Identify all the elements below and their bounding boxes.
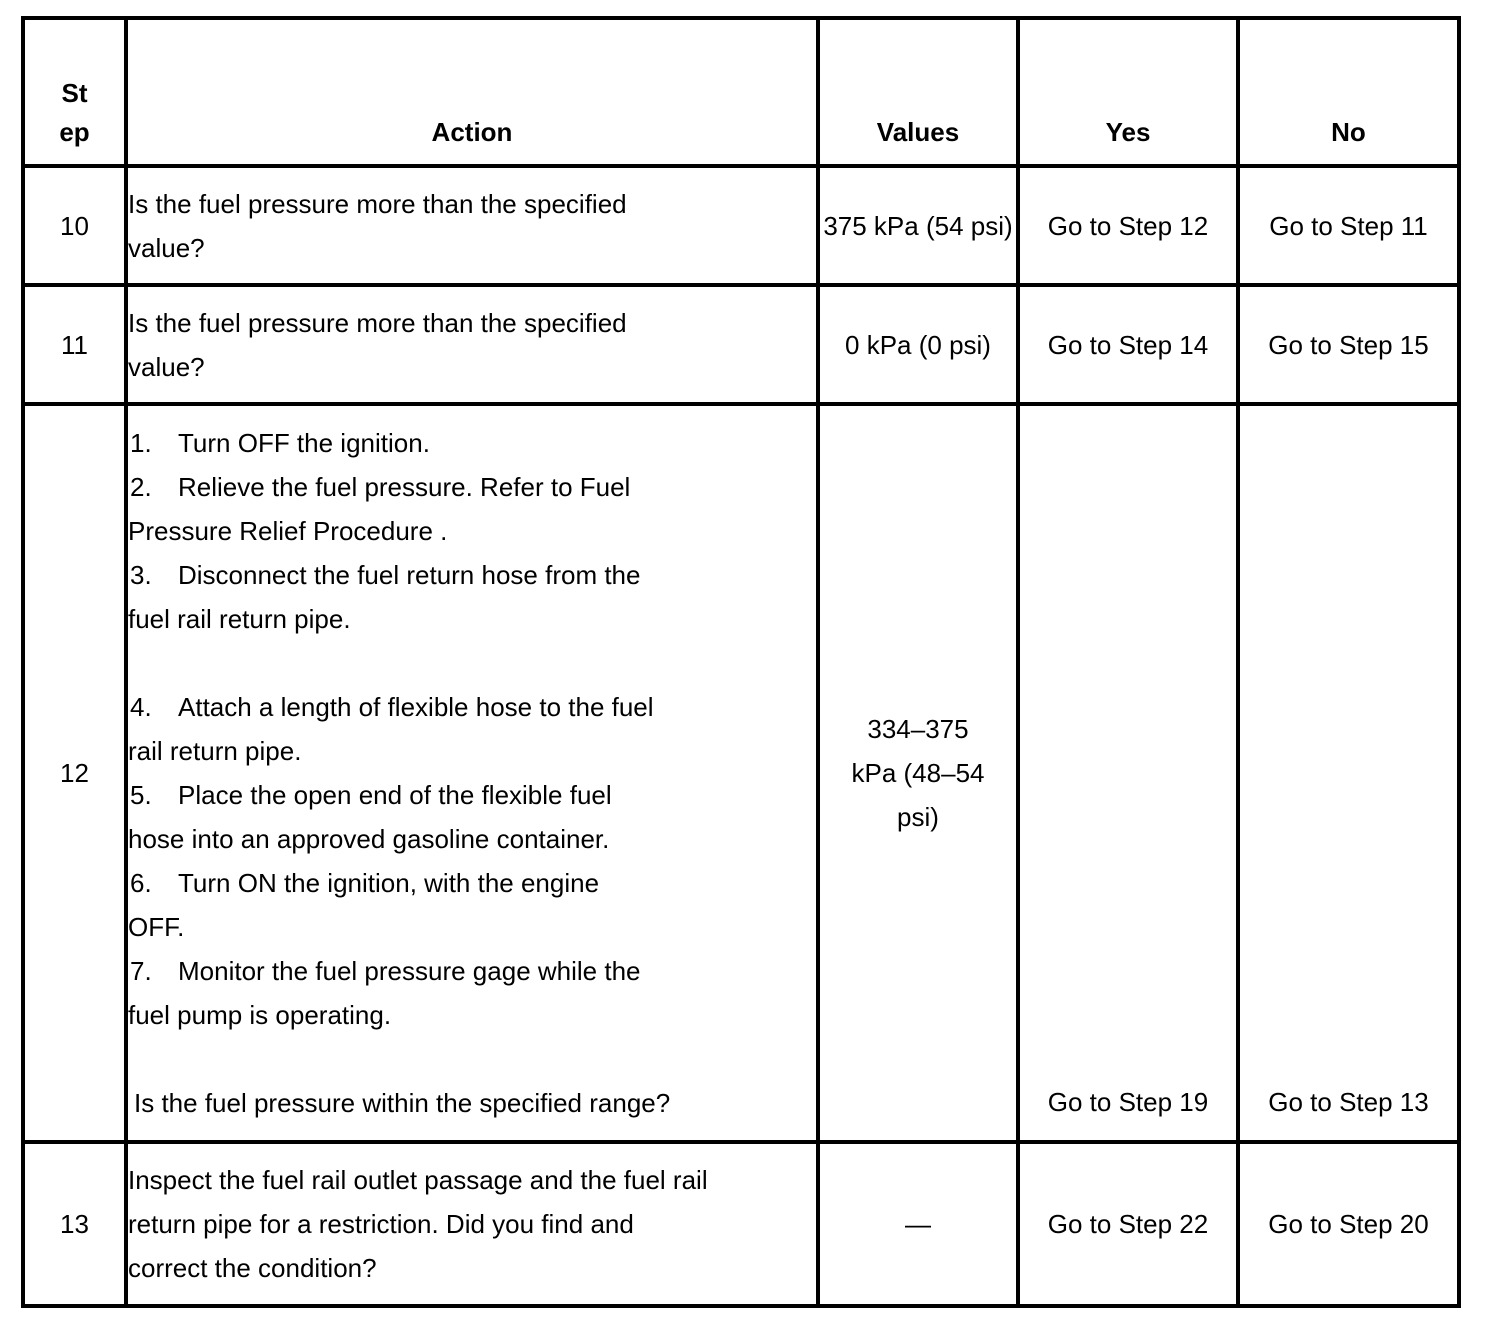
table-row [23, 285, 1459, 404]
no-cell: Go to Step 11 [1238, 166, 1459, 285]
action-step-1: 1. Turn OFF the ignition. [130, 428, 430, 458]
header-action: Action [126, 18, 818, 166]
no-cell: Go to Step 13 [1238, 404, 1459, 1142]
table-row [23, 1142, 1459, 1306]
action-step-7: 7. Monitor the fuel pressure gage while the fuel pump is operating. [128, 956, 641, 1030]
action-cell [126, 404, 818, 1142]
action-question: Is the fuel pressure within the specified range? [134, 1088, 671, 1118]
yes-cell: Go to Step 19 [1018, 404, 1238, 1142]
values-cell: 375 kPa (54 psi) [818, 166, 1018, 285]
header-step: St ep [23, 18, 126, 166]
yes-cell: Go to Step 12 [1018, 166, 1238, 285]
values-cell: 0 kPa (0 psi) [818, 285, 1018, 404]
values-cell: 334–375 kPa (48–54 psi) [818, 404, 1018, 1142]
action-step-5: 5. Place the open end of the flexible fuel hose into an approved gasoline container. [128, 780, 612, 854]
action-step-6: 6. Turn ON the ignition, with the engine OFF. [128, 868, 600, 942]
action-step-2: 2. Relieve the fuel pressure. Refer to Fuel Pressure Relief Procedure . [128, 472, 631, 546]
action-cell: Is the fuel pressure more than the specified value? [126, 285, 818, 404]
header-row [23, 18, 1459, 166]
yes-cell: Go to Step 14 [1018, 285, 1238, 404]
step-cell: 12 [23, 404, 126, 1142]
step-cell: 10 [23, 166, 126, 285]
no-cell: Go to Step 15 [1238, 285, 1459, 404]
step-cell: 13 [23, 1142, 126, 1306]
header-no: No [1238, 18, 1459, 166]
step-cell: 11 [23, 285, 126, 404]
diagnostic-table [21, 16, 1461, 1308]
action-cell: Inspect the fuel rail outlet passage and the fuel rail return pipe for a restriction. Did you find and correct the condition? [126, 1142, 818, 1306]
yes-cell: Go to Step 22 [1018, 1142, 1238, 1306]
values-cell: — [818, 1142, 1018, 1306]
action-step-4: 4. Attach a length of flexible hose to the fuel rail return pipe. [128, 692, 654, 766]
no-cell: Go to Step 20 [1238, 1142, 1459, 1306]
table-row [23, 166, 1459, 285]
header-values: Values [818, 18, 1018, 166]
action-cell: Is the fuel pressure more than the specified value? [126, 166, 818, 285]
header-yes: Yes [1018, 18, 1238, 166]
table-row [23, 404, 1459, 1142]
action-step-3: 3. Disconnect the fuel return hose from the fuel rail return pipe. [128, 560, 641, 634]
